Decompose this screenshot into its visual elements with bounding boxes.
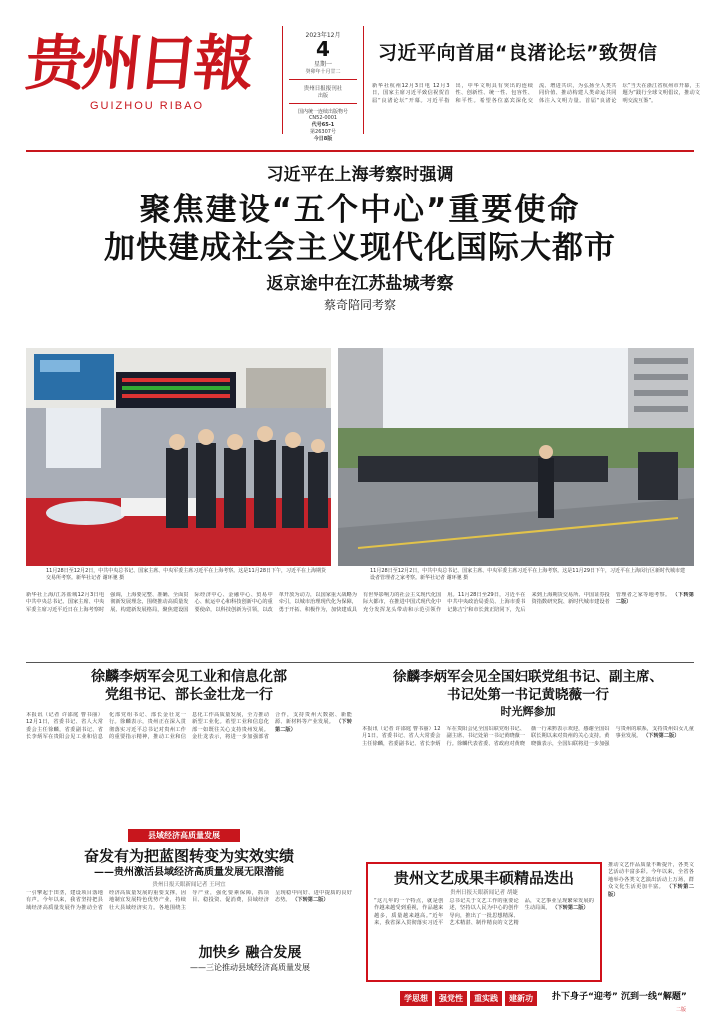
photo-city-builders[interactable] — [338, 348, 694, 566]
culture-continued[interactable]: （下转第二版） — [552, 905, 589, 912]
caption-left: 11月28日至12月2日，中共中央总书记、国家主席、中央军委主席习近平在上海考察。这是11月28日下午，习近平在上海期货交易所考察。新华社记者 谢环驰 摄 — [46, 568, 326, 581]
photo-futures-exchange[interactable] — [26, 348, 331, 566]
masthead-pinyin: GUIZHOU RIBAO — [90, 100, 205, 112]
main-headline-1[interactable]: 聚焦建设“五个中心”重要使命 — [139, 192, 581, 228]
city-builders-image — [338, 348, 694, 566]
women-subhead: 时光辉参加 — [500, 705, 556, 718]
story-county[interactable] — [26, 846, 352, 942]
issn-label: 国内统一连续出版物号 — [297, 109, 348, 115]
industry-continued[interactable]: （下转第二版） — [275, 719, 352, 733]
main-story-body — [26, 592, 694, 658]
main-subhead: 返京途中在江苏盐城考察 — [266, 274, 454, 294]
industry-body-text: 本报讯（记者 许邵庭 曹书丽）12月1日，省委书记、省人大常委会主任徐麟，省委副书记、省长李炳军在贵阳会见工业和信息化部党组书记、部长金壮龙一行。徐麟表示，贵州正在深入贯彻落实习近平总书记对贵州工作的重要指示精神，推动工业和信息化工作高质量发展，全力推动新型工业化。希望工业和信息化部一如既往关心支持贵州发展。金壮龙表示，将进一步加强部省合作，支持贵州大数据、新能源、新材料等产业发展。 — [26, 712, 352, 741]
section-bar-county: 县域经济高质量发展 — [128, 829, 240, 842]
county-byline: 贵州日报天眼新闻记者 王珂宜 — [152, 882, 226, 888]
story-women[interactable] — [362, 668, 694, 856]
main-continued[interactable]: （下转第二版） — [615, 592, 694, 606]
chip-2: 强党性 — [435, 991, 467, 1006]
code-label: 代号65-1 — [311, 122, 335, 128]
main-story-header[interactable] — [26, 158, 694, 346]
culture-byline: 贵州日报天眼新闻记者 胡婕 — [450, 890, 518, 896]
culture-headline[interactable]: 贵州文艺成果丰硕精品迭出 — [393, 869, 574, 887]
women-body — [362, 726, 694, 852]
side-column — [608, 862, 694, 956]
rural-subhead: ——三论推动县域经济高质量发展 — [190, 963, 310, 972]
issn: CN52-0001 — [308, 115, 338, 121]
story-industry[interactable] — [26, 668, 352, 824]
page-count: 今日8版 — [313, 136, 333, 142]
side-column-continued[interactable]: （下转第二版） — [608, 884, 694, 898]
culture-body — [374, 898, 594, 972]
story-rural[interactable] — [150, 944, 350, 984]
publisher-sub: 出版 — [317, 93, 328, 99]
chip-4: 建新功 — [505, 991, 537, 1006]
county-body-text: 一引擎起于田垄，建设项目落地有声。今年以来，我省坚持把县域经济高质量发展作为推动全省经济高质量发展的重要支撑，因地制宜发展特色优势产业，持续壮大县域经济实力。各地围绕主导产业，强化要素保障，抓项目、稳投资、促消费，县域经济呈现稳中向好、进中提质的良好态势。 — [26, 890, 352, 911]
main-body-text: 新华社上海/江苏盐城12月3日电 中共中央总书记、国家主席、中央军委主席习近平近日在上海考察时强调，上海要完整、准确、全面贯彻新发展理念，围绕推动高质量发展、构建新发展格局，聚焦建设国际经济中心、金融中心、贸易中心、航运中心和科技创新中心的重要使命，以科技创新为引领，以改革开放为动力，以国家重大战略为牵引，以城市治理现代化为保障，勇于开拓、积极作为，加快建成具有世界影响力的社会主义现代化国际大都市，在推进中国式现代化中充分发挥龙头带动和示范引领作用。11月28日至29日，习近平在中共中央政治局委员、上海市委书记陈吉宁和市长龚正陪同下，先后来到上海期货交易所、中国证券投资指数研究院、新时代城市建设者管理者之家等地考察。 — [26, 592, 671, 613]
masthead-name: 贵州日報 — [22, 29, 254, 99]
top-story-headline[interactable]: 习近平向首届“良渚论坛”致贺信 — [378, 42, 658, 64]
county-subhead: ——贵州激活县域经济高质量发展无限潜能 — [94, 867, 284, 878]
main-byline: 蔡奇陪同考察 — [323, 298, 396, 312]
issue-info-box — [282, 26, 364, 142]
women-body-text: 本报讯（记者 许邵庭 曹书丽）12月1日，省委书记、省人大常委会主任徐麟，省委副书记、省长李炳军在贵阳会见全国妇联党组书记、副主席、书记处第一书记黄晓薇一行。徐麟代表省委、省政府对黄晓薇一行来黔表示欢迎，感谢全国妇联长期以来对贵州的关心支持。黄晓薇表示，全国妇联将进一步加强与贵州的联系，支持贵州妇女儿童事业发展。 — [362, 726, 694, 747]
story-culture[interactable] — [366, 862, 602, 982]
side-column-text: 推动文艺作品质量不断提升，各类文艺活动丰富多彩。今年以来，全省各地举办各类文艺演出活动上万场，群众文化生活更加丰富。 — [608, 862, 694, 891]
masthead-logo — [22, 29, 276, 139]
women-headline-1[interactable]: 徐麟李炳军会见全国妇联党组书记、副主席、 — [393, 669, 663, 685]
issue-number: 第26307号 — [310, 129, 336, 135]
top-story-body: 新华社杭州12月3日电 12月3日，国家主席习近平致信祝贺首届“良渚论坛”开幕。习近平指出，中华文明具有突出的连续性、创新性、统一性、包容性、和平性。希望各位嘉宾深化交流、增进共识，为弘扬全人类共同价值、推动构建人类命运共同体注入文明力量。首届“良渚论坛”当天在浙江省杭州市开幕，主题为“践行全球文明倡议，推动文明交流互鉴”。 — [372, 83, 700, 104]
chip-1: 学思想 — [400, 991, 432, 1006]
top-story[interactable] — [372, 38, 700, 148]
caption-right: 11月28日至12月2日，中共中央总书记、国家主席、中央军委主席习近平在上海考察。这是11月29日下午，习近平在上海闵行区新时代城市建设者管理者之家考察。新华社记者 谢环驰 摄 — [370, 568, 685, 581]
publisher: 贵州日报报刊社 — [303, 86, 343, 92]
women-headline-2[interactable]: 书记处第一书记黄晓薇一行 — [447, 687, 609, 703]
industry-headline-1[interactable]: 徐麟李炳军会见工业和信息化部 — [91, 669, 287, 685]
county-headline[interactable]: 奋发有为把蓝图转变为实效实绩 — [83, 847, 294, 865]
main-kicker: 习近平在上海考察时强调 — [266, 165, 454, 185]
industry-headline-2[interactable]: 党组书记、部长金壮龙一行 — [105, 687, 273, 703]
date-year-month: 2023年12月 — [305, 32, 341, 39]
main-headline-2[interactable]: 加快建成社会主义现代化国际大都市 — [104, 230, 616, 266]
weekday: 星期一 — [313, 61, 332, 68]
chip-3: 重实践 — [470, 991, 502, 1006]
industry-body — [26, 712, 352, 824]
women-continued[interactable]: （下转第二版） — [643, 733, 680, 740]
date-day: 4 — [316, 37, 330, 61]
rural-headline[interactable]: 加快乡 融合发展 — [198, 945, 302, 961]
county-continued[interactable]: （下转第二版） — [292, 897, 329, 904]
county-body — [26, 890, 352, 938]
bottom-page-label[interactable]: 二版 — [676, 1007, 687, 1013]
bottom-headline[interactable]: 扑下身子“迎考” 沉到一线“解题” — [552, 992, 687, 1002]
futures-exchange-image — [26, 348, 331, 566]
culture-body-text: “这几年的一个特点，就是创作越来越受到重视，作品越来越多，质量越来越高。”近年来，我省深入贯彻落实习近平总书记关于文艺工作的重要论述，坚持以人民为中心的创作导向，推出了一批思想精深、艺术精湛、制作精良的文艺精品，文艺事业呈现繁荣发展的生动局面。 — [374, 898, 594, 927]
lunar-date: 癸卯年十月廿二 — [305, 69, 341, 75]
